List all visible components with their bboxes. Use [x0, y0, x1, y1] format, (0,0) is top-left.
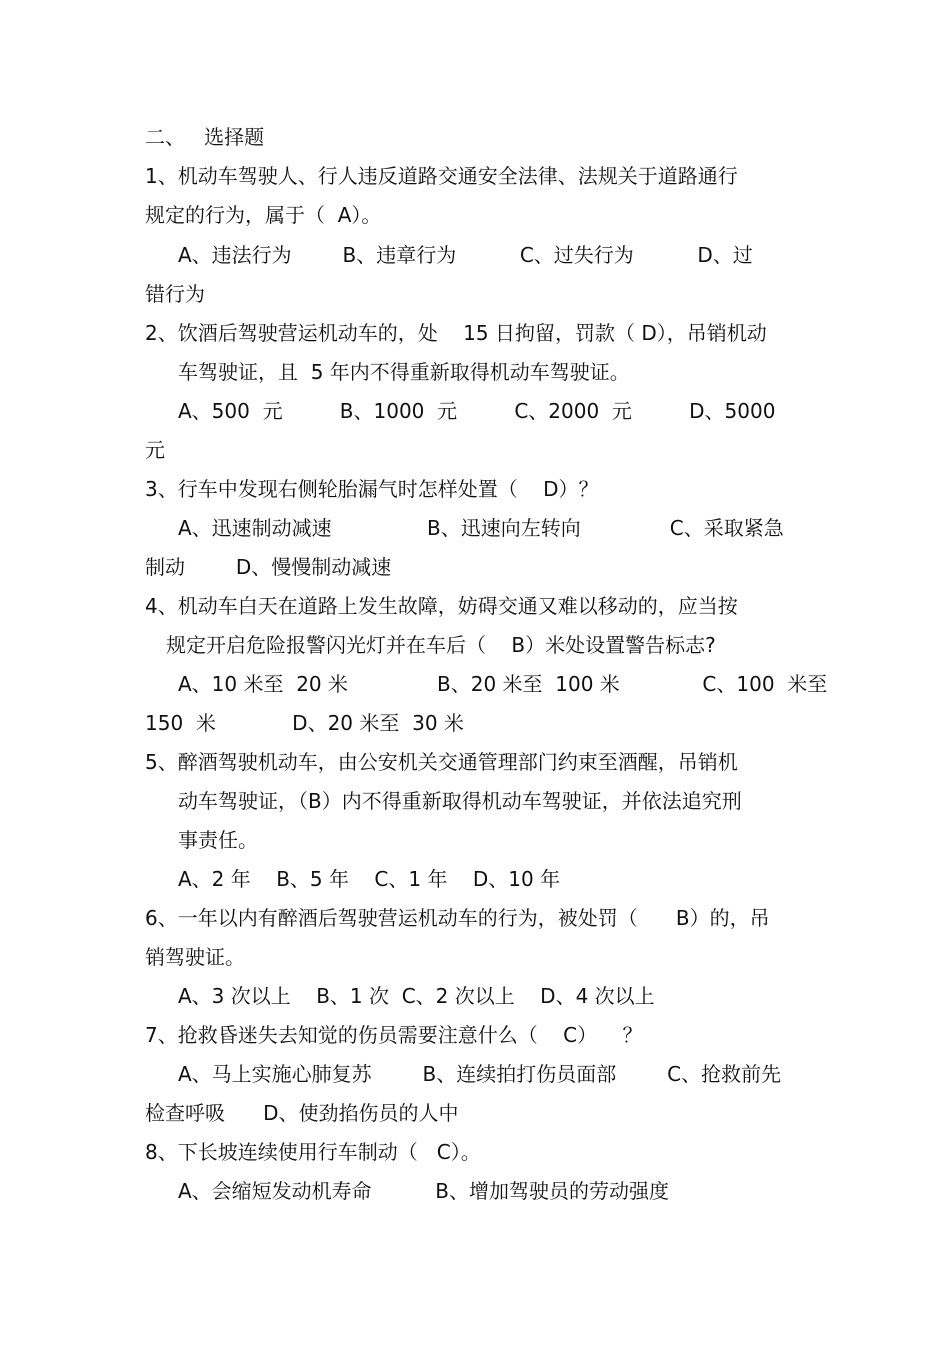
q7-options-line-1: A、马上实施心肺复苏 B、连续拍打伤员面部 C、抢救前先	[178, 1062, 782, 1086]
q2-options-line-2: 元	[145, 438, 165, 462]
q4-options-line-2: 150 米 D、20 米至 30 米	[145, 711, 464, 735]
q4-stem-line-1: 4、机动车白天在道路上发生故障，妨碍交通又难以移动的，应当按	[145, 594, 738, 618]
q3-options-line-2: 制动 D、慢慢制动减速	[145, 555, 392, 579]
q1-stem-line-1: 1、机动车驾驶人、行人违反道路交通安全法律、法规关于道路通行	[145, 164, 738, 188]
q5-stem-line-1: 5、醉酒驾驶机动车，由公安机关交通管理部门约束至酒醒，吊销机	[145, 750, 738, 774]
q8-options-line-1: A、会缩短发动机寿命 B、增加驾驶员的劳动强度	[178, 1179, 669, 1203]
q6-options: A、3 次以上 B、1 次 C、2 次以上 D、4 次以上	[178, 984, 655, 1008]
q2-options-line-1: A、500 元 B、1000 元 C、2000 元 D、5000	[178, 399, 776, 423]
q2-stem-line-2: 车驾驶证，且 5 年内不得重新取得机动车驾驶证。	[178, 360, 630, 384]
q2-stem-line-1: 2、饮酒后驾驶营运机动车的，处 15 日拘留，罚款（ D），吊销机动	[145, 321, 767, 345]
q7-options-line-2: 检查呼吸 D、使劲掐伤员的人中	[145, 1101, 459, 1125]
q6-stem-line-2: 销驾驶证。	[145, 945, 245, 969]
q6-stem-line-1: 6、一年以内有醉酒后驾驶营运机动车的行为，被处罚（ B）的，吊	[145, 906, 770, 930]
q5-stem-line-2: 动车驾驶证，（B）内不得重新取得机动车驾驶证，并依法追究刑	[178, 789, 742, 813]
q4-options-line-1: A、10 米至 20 米 B、20 米至 100 米 C、100 米至	[178, 672, 828, 696]
q1-options-line-2: 错行为	[145, 282, 205, 306]
q1-options-line-1: A、违法行为 B、违章行为 C、过失行为 D、过	[178, 243, 753, 267]
q5-stem-line-3: 事责任。	[178, 828, 258, 852]
q1-stem-line-2: 规定的行为，属于（ A）。	[145, 203, 382, 227]
q7-stem: 7、抢救昏迷失去知觉的伤员需要注意什么（ C） ？	[145, 1023, 643, 1047]
section-heading: 二、 选择题	[145, 125, 265, 149]
q8-stem: 8、下长坡连续使用行车制动（ C）。	[145, 1140, 481, 1164]
q3-stem: 3、行车中发现右侧轮胎漏气时怎样处置（ D）？	[145, 477, 599, 501]
q5-options: A、2 年 B、5 年 C、1 年 D、10 年	[178, 867, 561, 891]
q4-stem-line-2: 规定开启危险报警闪光灯并在车后（ B）米处设置警告标志?	[166, 633, 716, 657]
q3-options-line-1: A、迅速制动减速 B、迅速向左转向 C、采取紧急	[178, 516, 784, 540]
